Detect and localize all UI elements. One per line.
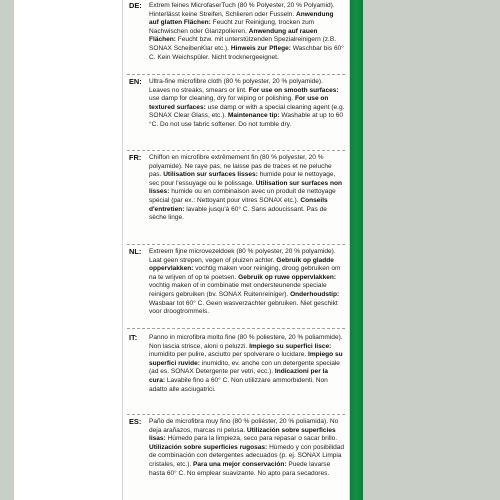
body-text-run: use damp for cleaning, dry for wiping or polishing. — [149, 95, 295, 103]
bold-heading-text: Hinweis zur Pflege: — [230, 44, 291, 52]
body-text-run: Chiffon en microfibre extrêmement fin (80 % polyester, 20 % polyamide). Ne raye pas, ne laisse pas de traces et ne peluche pas. — [149, 154, 332, 179]
instruction-label — [123, 0, 349, 500]
bold-heading-text: Indicazioni per la cura: — [149, 368, 329, 384]
language-code: NL: — [129, 248, 142, 256]
section-text — [149, 418, 345, 478]
section-fr — [127, 154, 345, 245]
background-right — [363, 0, 500, 500]
bold-heading-text: Utilisation sur surfaces lisses: — [163, 171, 258, 179]
section-nl — [127, 248, 345, 329]
body-text-run: Húmedo para la limpieza, seco para repasar o sacar brillo. — [165, 435, 338, 443]
section-en — [127, 78, 345, 151]
body-text-run: vochtig maken of in combinatie met ondersteunende speciale reinigers gebruiken (bv. SONAX Ruitenreiniger). — [149, 282, 327, 298]
bold-heading-text: For use on smooth surfaces: — [248, 86, 339, 94]
bold-heading-text: Gebruik op ruwe oppervlakken: — [238, 273, 337, 281]
body-text-run: Ultra-fine microfibre cloth (80 % polyester, 20 % polyamide). Leaves no streaks, smears or lint. — [149, 78, 323, 94]
section-text — [149, 78, 345, 130]
bold-heading-text: For use on textured surfaces: — [149, 95, 329, 111]
bold-heading-text: Conseils d'entretien: — [149, 196, 328, 213]
body-text-run: Extreem fijne microvezeldoek (80 % polyester, 20 % polyamide). Laat geen strepen, vegen of pluizen achter. — [149, 248, 336, 264]
bold-heading-text: Anwendung auf glatten Flächen: — [149, 10, 334, 27]
section-es — [127, 418, 345, 500]
language-code: DE: — [129, 2, 142, 10]
section-text — [149, 334, 345, 394]
body-text-run: Feucht bzw. mit unterstützenden Spezialreinigern (z.B. SONAX ScheibenKlar etc.). — [149, 36, 337, 52]
body-text-run: Extrem feines MicrofaserTuch (80 % Polyester, 20 % Polyamid). Hinterlässt keine Streifen, Schlieren oder Fusseln. — [149, 2, 335, 18]
body-text-run: Húmedo y con posibilidad de combinación con detergentes adecuados (p. ej. SONAX Limpia cristales, etc.). — [149, 443, 345, 468]
section-de — [127, 2, 345, 75]
body-text-run: lavable jusqu'à 60° C. Sans adoucissant. Pas de sèche linge. — [149, 205, 327, 222]
body-text-run: Wasbaar tot 60° C. Geen wasverzachter gebruiken. Niet geschikt voor droogtrommels. — [149, 299, 338, 316]
body-text-run: humide ou en combinaison avec un produit de nettoyage spécial (par ex.: Nettoyant pour vitres SONAX etc.). — [149, 188, 336, 204]
bold-heading-text: Impiego su superfici ruvide: — [149, 351, 343, 367]
bold-heading-text: Utilización sobre superficies lisas: — [149, 426, 336, 443]
body-text-run: Paño de microfibra muy fino (80 % poliéster, 20 % poliamida). No deja arañazos, marcas ni pelusa. — [149, 418, 339, 434]
section-text — [149, 154, 345, 223]
bold-heading-text: Anwendung auf rauen Flächen: — [149, 27, 318, 44]
bold-heading-text: Utilisation sur surfaces non lisses: — [149, 179, 343, 196]
body-text-run: use damp or with a special cleaning agent (e.g. SONAX Clear Glass, etc.). — [149, 103, 345, 120]
body-text-run: Washable at up to 60 °C. Do not use fabric softener. Do not tumble dry. — [149, 112, 344, 128]
body-text-run: humide pour le nettoyage, sec pour l'essuyage ou le polissage. — [149, 171, 336, 187]
bold-heading-text: Para una mejor conservación: — [193, 460, 287, 468]
bold-heading-text: Maintenance tip: — [227, 112, 280, 120]
language-code: IT: — [129, 334, 138, 342]
section-text — [149, 248, 345, 317]
body-text-run: Feucht zur Reinigung, trocken zum Nachwischen oder Glanzpolieren. — [149, 19, 315, 35]
body-text-run: vochtig maken voor reiniging, droog gebruiken om na te wrijven of op te poetsen. — [149, 265, 341, 281]
body-text-run: Lavabile fino a 60° C. Non utilizzare ammorbidenti. Non adatto alle asciugatrici. — [149, 376, 328, 393]
body-text-run: Puede lavarse hasta 60° C. No emplear suavizante. No apto para secadores. — [149, 460, 331, 477]
body-text-run: inumidito, ev. anche con un detergente speciale (ad es. SONAX Detergente per vetri, ecc.). — [149, 359, 340, 376]
body-text-run: Waschbar bis 60° C. Kein Weichspüler. Nicht trocknergeeignet. — [149, 44, 344, 61]
green-packaging-strip — [349, 0, 363, 500]
body-text-run: Panno in microfibra molto fine (80 % poliestere, 20 % poliammide). Non lascia strisce, aloni o peluzzi. — [149, 334, 343, 350]
language-code: FR: — [129, 154, 142, 162]
bold-heading-text: Impiego su superfici lisce: — [249, 342, 332, 350]
bold-heading-text: Utilización sobre superficies rugosas: — [149, 443, 268, 451]
bold-heading-text: Gebruik op gladde oppervlakken: — [149, 256, 334, 273]
bold-heading-text: Onderhoudstip: — [290, 290, 340, 298]
language-code: ES: — [129, 418, 142, 426]
language-code: EN: — [129, 78, 142, 86]
section-it — [127, 334, 345, 415]
section-text — [149, 2, 345, 62]
body-text-run: inumidito per pulire, asciutto per spolverare o lucidare. — [149, 351, 309, 359]
background-left — [0, 0, 14, 500]
